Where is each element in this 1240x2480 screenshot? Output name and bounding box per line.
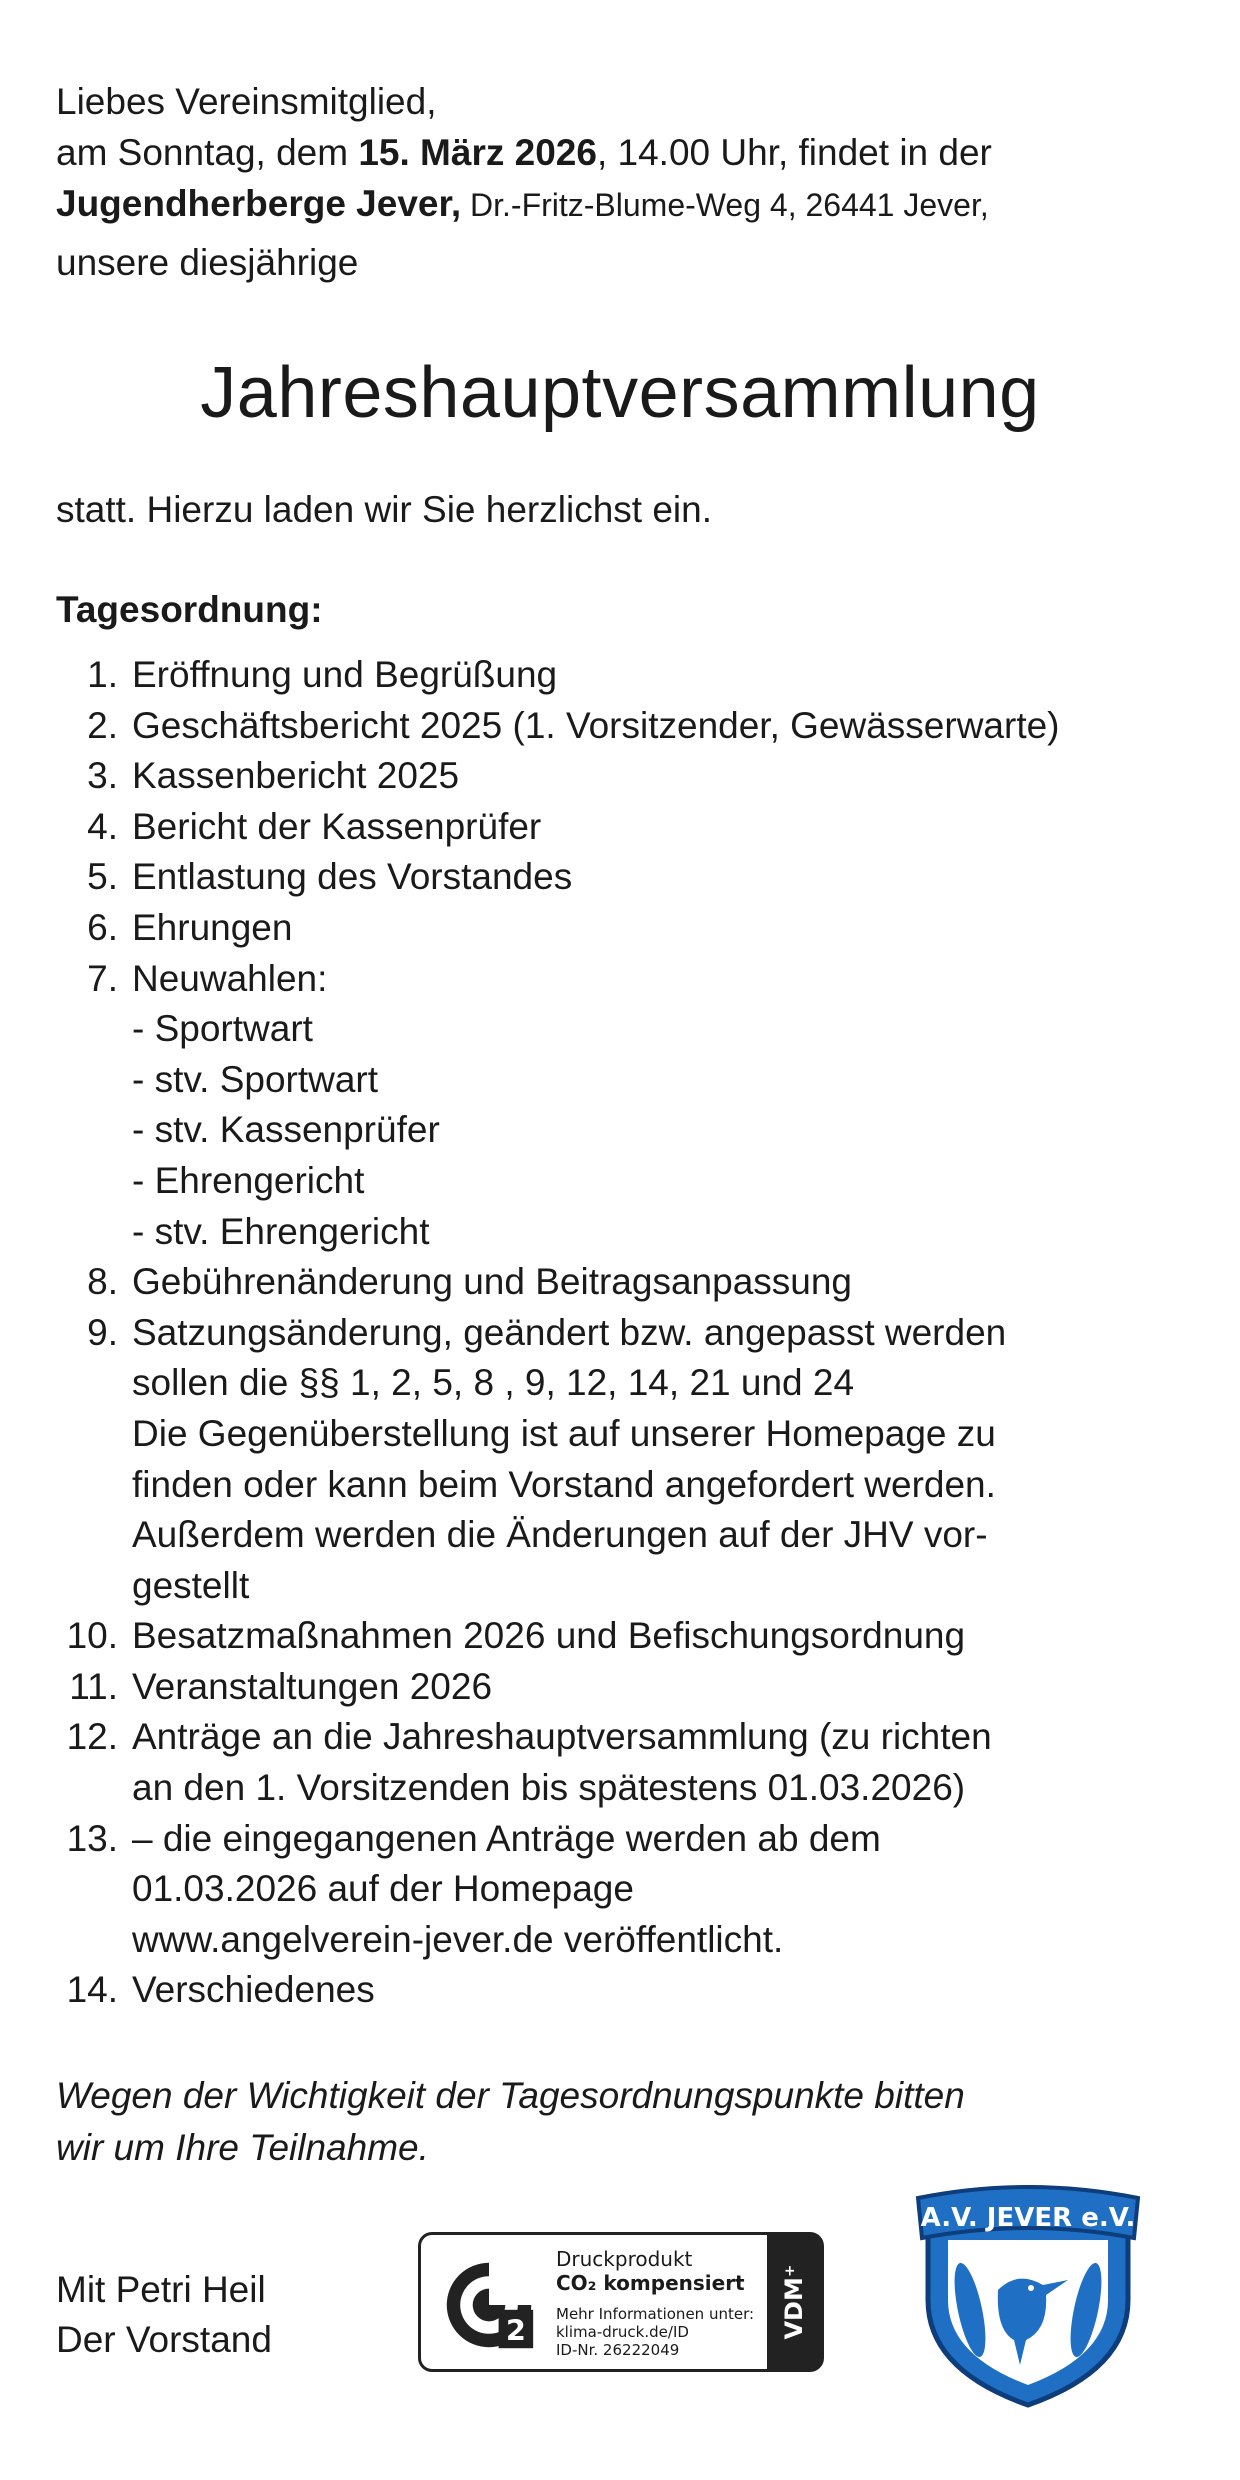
agenda-item <box>0 1712 1240 1813</box>
crest-banner-text: A.V. JEVER e.V. <box>920 2203 1136 2233</box>
agenda-item <box>0 1814 1240 1966</box>
agenda-item-text: Entlastung des Vorstandes <box>132 856 573 898</box>
agenda-item-text: Besatzmaßnahmen 2026 und Befischungsordnung <box>132 1615 966 1657</box>
agenda-item-text: Veranstaltungen 2026 <box>132 1665 493 1707</box>
agenda-item-text: Gebührenänderung und Beitragsanpassung <box>132 1261 853 1303</box>
intro-paragraph <box>56 76 1196 288</box>
invite-text: statt. Hierzu laden wir Sie herzlichst ein. <box>56 489 712 530</box>
closing-line-1: Wegen der Wichtigkeit der Tagesordnungspunkte bitten <box>56 2075 965 2116</box>
greeting: Liebes Vereinsmitglied, <box>56 81 437 122</box>
date-line-post: , 14.00 Uhr, findet in der <box>596 132 992 173</box>
agenda-item <box>0 1257 1240 1308</box>
agenda-item-number: 12. <box>66 1716 118 1758</box>
agenda-item-text: Eröffnung und Begrüßung <box>132 654 558 695</box>
agenda-item-text: gestellt <box>132 1564 250 1606</box>
closing-note <box>56 2070 965 2174</box>
club-crest-icon <box>908 2180 1148 2410</box>
badge-info-1: Mehr Informationen unter: <box>556 2305 755 2323</box>
agenda-item-number: 4. <box>87 805 118 847</box>
agenda-item-text: - stv. Sportwart <box>132 1058 379 1100</box>
agenda-item-number: 3. <box>87 755 118 797</box>
agenda-item <box>0 1611 1240 1662</box>
agenda-item <box>0 1662 1240 1713</box>
agenda-item-text: www.angelverein-jever.de veröffentlicht. <box>132 1918 784 1960</box>
agenda-item-number: 5. <box>87 856 118 898</box>
agenda-item-text: 01.03.2026 auf der Homepage <box>132 1868 634 1910</box>
date-line <box>56 127 1196 178</box>
agenda-item-number: 1. <box>87 654 118 695</box>
agenda-item-text: Kassenbericht 2025 <box>132 755 460 797</box>
agenda-item-text: Ehrungen <box>132 906 293 948</box>
agenda-item-text: Anträge an die Jahreshauptversammlung (zu richten <box>132 1716 992 1758</box>
agenda-list <box>0 650 1240 2016</box>
agenda-item-number: 9. <box>87 1311 118 1353</box>
date-line-pre: am Sonntag, dem <box>56 132 359 173</box>
page-title: Jahreshauptversammlung <box>200 353 1040 433</box>
badge-title: Druckprodukt <box>556 2247 693 2271</box>
agenda-item-text: Die Gegenüberstellung ist auf unserer Homepage zu <box>132 1412 996 1454</box>
venue-name: Jugendherberge Jever, <box>56 183 462 224</box>
agenda-item-text: Verschiedenes <box>132 1969 375 2011</box>
agenda-item-text: an den 1. Vorsitzenden bis spätestens 01.03.2026) <box>132 1767 966 1809</box>
agenda-item <box>0 852 1240 903</box>
agenda-item-text: - Ehrengericht <box>132 1159 365 1201</box>
venue-address: Dr.-Fritz-Blume-Weg 4, 26441 Jever, <box>461 187 989 223</box>
agenda-item <box>0 751 1240 802</box>
agenda-item-text: Außerdem werden die Änderungen auf der JHV vor- <box>132 1514 988 1556</box>
agenda-item-text: Geschäftsbericht 2025 (1. Vorsitzender, Gewässerwarte) <box>132 704 1060 746</box>
signature <box>56 2265 272 2365</box>
agenda-item-text: - stv. Kassenprüfer <box>132 1109 440 1151</box>
agenda-item-number: 7. <box>87 957 118 999</box>
agenda-item-number: 11. <box>69 1665 118 1707</box>
badge-subtitle: CO₂ kompensiert <box>556 2271 745 2295</box>
co2-logo-text: 2 <box>505 2313 526 2348</box>
agenda-item-text: Bericht der Kassenprüfer <box>132 805 542 847</box>
intro-line-4: unsere diesjährige <box>56 242 359 283</box>
agenda-item-text: - Sportwart <box>132 1008 313 1050</box>
agenda-item-number: 10. <box>66 1615 118 1657</box>
signature-line-1: Mit Petri Heil <box>56 2269 266 2310</box>
agenda-item <box>0 1965 1240 2016</box>
vdm-label <box>767 2235 821 2369</box>
signature-line-2: Der Vorstand <box>56 2319 272 2360</box>
agenda-item-text: finden oder kann beim Vorstand angefordert werden. <box>132 1463 996 1505</box>
agenda-item-text: Neuwahlen: <box>132 957 328 999</box>
co2-logo-icon <box>441 2257 537 2353</box>
climate-badge-text <box>556 2247 754 2359</box>
meeting-date: 15. März 2026 <box>358 132 597 173</box>
agenda-item-text: Satzungsänderung, geändert bzw. angepasst werden <box>132 1311 1007 1353</box>
agenda-item-number: 8. <box>87 1261 118 1303</box>
agenda-item-number: 13. <box>66 1817 118 1859</box>
agenda-heading: Tagesordnung: <box>56 589 323 630</box>
agenda-item-text: - stv. Ehrengericht <box>132 1210 430 1252</box>
agenda-item-number: 2. <box>87 704 118 746</box>
agenda-item <box>0 802 1240 853</box>
agenda-item <box>0 701 1240 752</box>
venue-line <box>56 178 1196 231</box>
vdm-text: VDM⁺ <box>780 2264 808 2340</box>
agenda-item <box>0 650 1240 701</box>
badge-id: ID-Nr. 26222049 <box>556 2341 680 2359</box>
agenda-item <box>0 903 1240 954</box>
badge-info-2: klima-druck.de/ID <box>556 2323 689 2341</box>
climate-neutral-badge <box>418 2232 824 2372</box>
closing-line-2: wir um Ihre Teilnahme. <box>56 2127 429 2168</box>
agenda-item-number: 14. <box>66 1969 118 2011</box>
agenda-item <box>0 954 1240 1258</box>
agenda-item <box>0 1308 1240 1612</box>
agenda-item-text: – die eingegangenen Anträge werden ab dem <box>132 1817 881 1859</box>
agenda-item-text: sollen die §§ 1, 2, 5, 8 , 9, 12, 14, 21 und 24 <box>132 1362 855 1404</box>
agenda-item-number: 6. <box>87 906 118 948</box>
